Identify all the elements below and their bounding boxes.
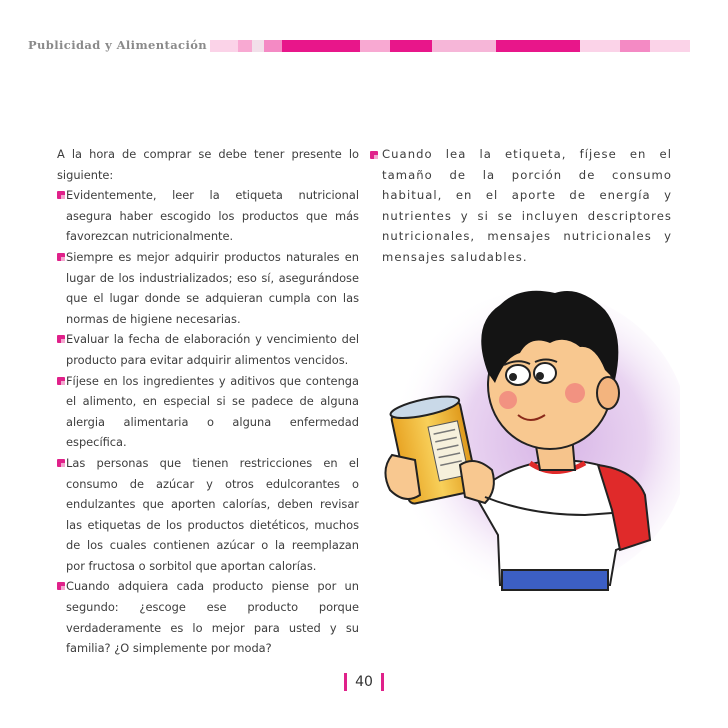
header-bar-segment bbox=[252, 40, 264, 52]
list-item: Siempre es mejor adquirir productos naturales en lugar de los industrializados; eso sí, asegurándose que el lugar donde se adquieran cumpla con las normas de higiene necesarias. bbox=[57, 247, 359, 329]
left-pupil bbox=[509, 373, 517, 381]
right-hand bbox=[460, 461, 494, 503]
page-number bbox=[340, 671, 388, 693]
header-bar-segment bbox=[390, 40, 432, 52]
list-item: Evaluar la fecha de elaboración y vencimiento del producto para evitar adquirir alimentos vencidos. bbox=[57, 329, 359, 370]
list-item: Las personas que tienen restricciones en el consumo de azúcar y otros edulcorantes o endulzantes que aporten calorías, deben revisar las etiquetas de los productos dietéticos, muchos de los cuales contienen azúcar o la reemplazan por fructosa o sorbitol que aportan calorías. bbox=[57, 453, 359, 577]
page-number-text: 40 bbox=[355, 674, 373, 690]
pink-square-bullet-icon bbox=[370, 151, 378, 159]
header-bar-segment bbox=[238, 40, 252, 52]
header-bar-segment bbox=[650, 40, 690, 52]
right-eye bbox=[534, 363, 556, 383]
tips-list bbox=[57, 185, 359, 659]
pink-square-bullet-icon bbox=[57, 377, 65, 385]
page-number-left-bar bbox=[344, 673, 347, 691]
header-bar-segment bbox=[580, 40, 620, 52]
running-header-title: Publicidad y Alimentación bbox=[28, 38, 208, 52]
label-tip-text: Cuando lea la etiqueta, fíjese en el tamaño de la porción de consumo habitual, en el aporte de energía y nutrientes y si se incluyen descriptores nutricionales, mensajes nutricionales y mensajes saludables. bbox=[382, 147, 672, 264]
pink-square-bullet-icon bbox=[57, 191, 65, 199]
header-bar-segment bbox=[360, 40, 390, 52]
header-bar-segment bbox=[264, 40, 282, 52]
header-bar-segment bbox=[282, 40, 360, 52]
pink-square-bullet-icon bbox=[57, 335, 65, 343]
right-pupil bbox=[536, 372, 544, 380]
header-decorative-bar bbox=[210, 40, 690, 52]
pink-square-bullet-icon bbox=[57, 253, 65, 261]
blue-pants bbox=[502, 570, 608, 590]
label-tip-paragraph bbox=[370, 144, 672, 268]
pink-square-bullet-icon bbox=[57, 459, 65, 467]
left-column bbox=[57, 144, 359, 659]
header-bar-segment bbox=[620, 40, 650, 52]
right-column bbox=[370, 144, 672, 268]
intro-paragraph: A la hora de comprar se debe tener presente lo siguiente: bbox=[57, 147, 359, 182]
header-bar-segment bbox=[210, 40, 238, 52]
list-item: Evidentemente, leer la etiqueta nutricional asegura haber escogido los productos que más favorezcan nutricionalmente. bbox=[57, 185, 359, 247]
list-item: Cuando adquiera cada producto piense por un segundo: ¿escoge ese producto porque verdaderamente es lo mejor para usted y su familia? ¿O simplemente por moda? bbox=[57, 576, 359, 658]
left-hand bbox=[385, 455, 420, 499]
page-number-right-bar bbox=[381, 673, 384, 691]
header-bar-segment bbox=[432, 40, 496, 52]
right-cheek bbox=[565, 383, 585, 403]
left-cheek bbox=[499, 391, 517, 409]
pink-square-bullet-icon bbox=[57, 582, 65, 590]
ear bbox=[597, 377, 619, 409]
list-item: Fíjese en los ingredientes y aditivos que contenga el alimento, en especial si se padece de alguna alergia alimentaria o alguna enfermedad específica. bbox=[57, 371, 359, 453]
header-bar-segment bbox=[496, 40, 580, 52]
boy-reading-label-illustration bbox=[380, 265, 680, 595]
